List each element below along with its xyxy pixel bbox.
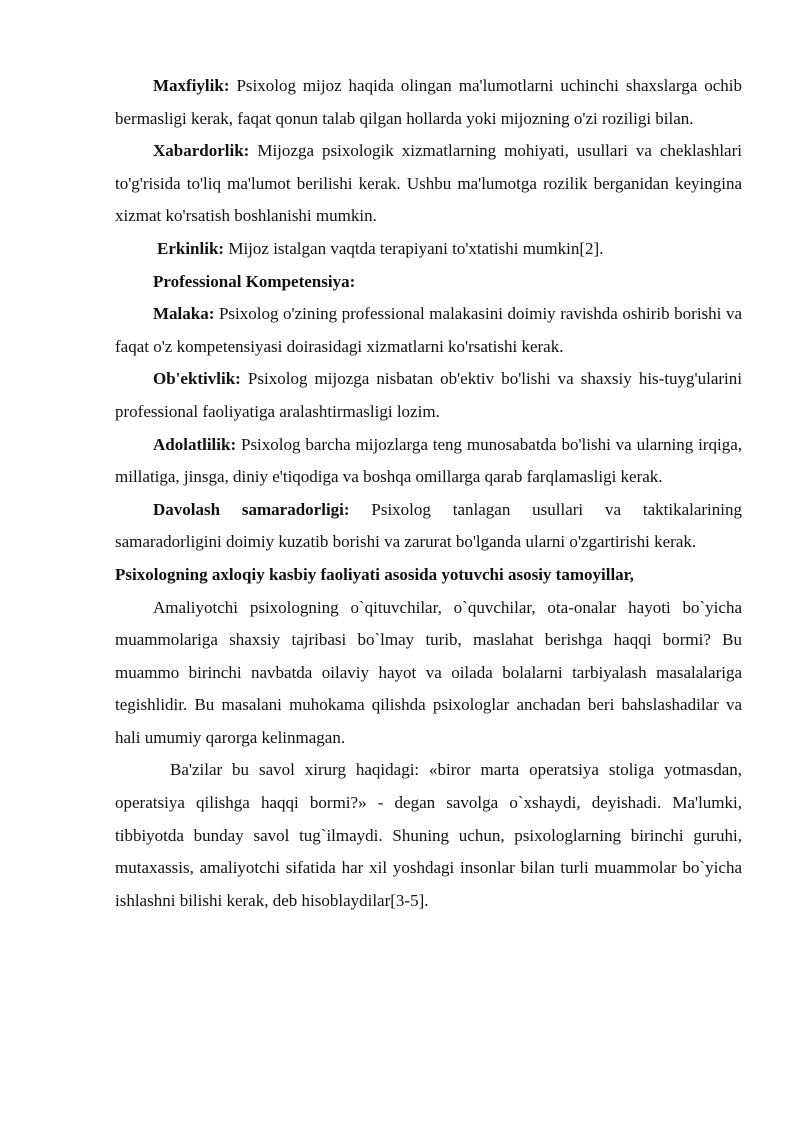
paragraph-professional-competence bbox=[115, 266, 742, 299]
text-informed-consent: Mijozga psixologik xizmatlarning mohiyati, usullari va cheklashlari to'g'risida to'liq ma'lumot berilishi kerak. Ushbu ma'lumotga rozilik berganidan keyingina xizmat ko'rsatish boshlanishi mumkin. bbox=[115, 141, 742, 226]
text-treatment-effectiveness: Psixolog tanlagan usullari va taktikalarining samaradorligini doimiy kuzatib borishi va zarurat bo'lganda ularni o'zgartirishi kerak. bbox=[115, 499, 742, 552]
text-qualification: Psixolog o'zining professional malakasini doimiy ravishda oshirib borishi va faqat o'z kompetensiyasi doirasidagi xizmatlarni ko'rsatishi kerak. bbox=[115, 304, 742, 356]
text-fairness: Psixolog barcha mijozlarga teng munosabatda bo'lishi va ularning irqiga, millatiga, jinsga, diniy e'tiqodiga va boshqa omillarga qarab farqlamasligi kerak. bbox=[115, 434, 742, 487]
term-qualification: Malaka: bbox=[153, 304, 215, 324]
term-professional-competence: Professional Kompetensiya: bbox=[153, 271, 356, 291]
term-fairness: Adolatlilik: bbox=[153, 434, 237, 454]
term-treatment-effectiveness: Davolash samaradorligi: bbox=[153, 499, 350, 519]
term-confidentiality: Maxfiylik: bbox=[153, 76, 230, 95]
paragraph-objectivity bbox=[115, 363, 742, 428]
paragraph-informed-consent bbox=[115, 135, 742, 233]
body-paragraph: Ba'zilar bu savol xirurg haqidagi: «biror marta operatsiya stoliga yotmasdan, operatsiya qilishga haqqi bormi?» - degan savolga o`xshaydi, deyishadi. Ma'lumki, tibbiyotda bunday savol tug`ilmaydi. Shuning uchun, psixologlarning birinchi guruhi, mutaxassis, amaliyotchi sifatida har xil yoshdagi insonlar bilan turli muammolar bo`yicha ishlashni bilishi kerak, deb hisoblaydilar[3-5]. bbox=[115, 760, 742, 910]
paragraph-freedom bbox=[115, 233, 742, 266]
text-freedom: Mijoz istalgan vaqtda terapiyani to'xtatishi mumkin[2]. bbox=[224, 238, 604, 258]
term-informed-consent: Xabardorlik: bbox=[153, 141, 250, 161]
section-heading: Psixologning axloqiy kasbiy faoliyati asosida yotuvchi asosiy tamoyillar, bbox=[115, 564, 634, 584]
paragraph-confidentiality bbox=[115, 70, 742, 135]
paragraph-treatment-effectiveness bbox=[115, 494, 742, 559]
term-objectivity: Ob'ektivlik: bbox=[153, 369, 241, 389]
document-page bbox=[115, 70, 742, 917]
term-freedom: Erkinlik: bbox=[157, 238, 225, 258]
text-confidentiality: Psixolog mijoz haqida olingan ma'lumotlarni uchinchi shaxslarga ochib bermasligi kerak, faqat qonun talab qilgan hollarda yoki mijozning o'zi roziligi bilan. bbox=[115, 76, 742, 128]
paragraph-fairness bbox=[115, 429, 742, 494]
body-paragraph: Amaliyotchi psixologning o`qituvchilar, o`quvchilar, ota-onalar hayoti bo`yicha muammolariga shaxsiy tajribasi bo`lmay turib, maslahat berishga haqqi bormi? Bu muammo birinchi navbatda oilaviy hayot va oilada bolalarni tarbiyalash masalalariga tegishlidir. Bu masalani muhokama qilishda psixologlar anchadan beri bahslashadilar va hali umumiy qarorga kelinmagan. bbox=[115, 597, 742, 747]
paragraph-qualification bbox=[115, 298, 742, 363]
text-objectivity: Psixolog mijozga nisbatan ob'ektiv bo'lishi va shaxsiy his-tuyg'ularini professional faoliyatiga aralashtirmasligi lozim. bbox=[115, 369, 742, 421]
